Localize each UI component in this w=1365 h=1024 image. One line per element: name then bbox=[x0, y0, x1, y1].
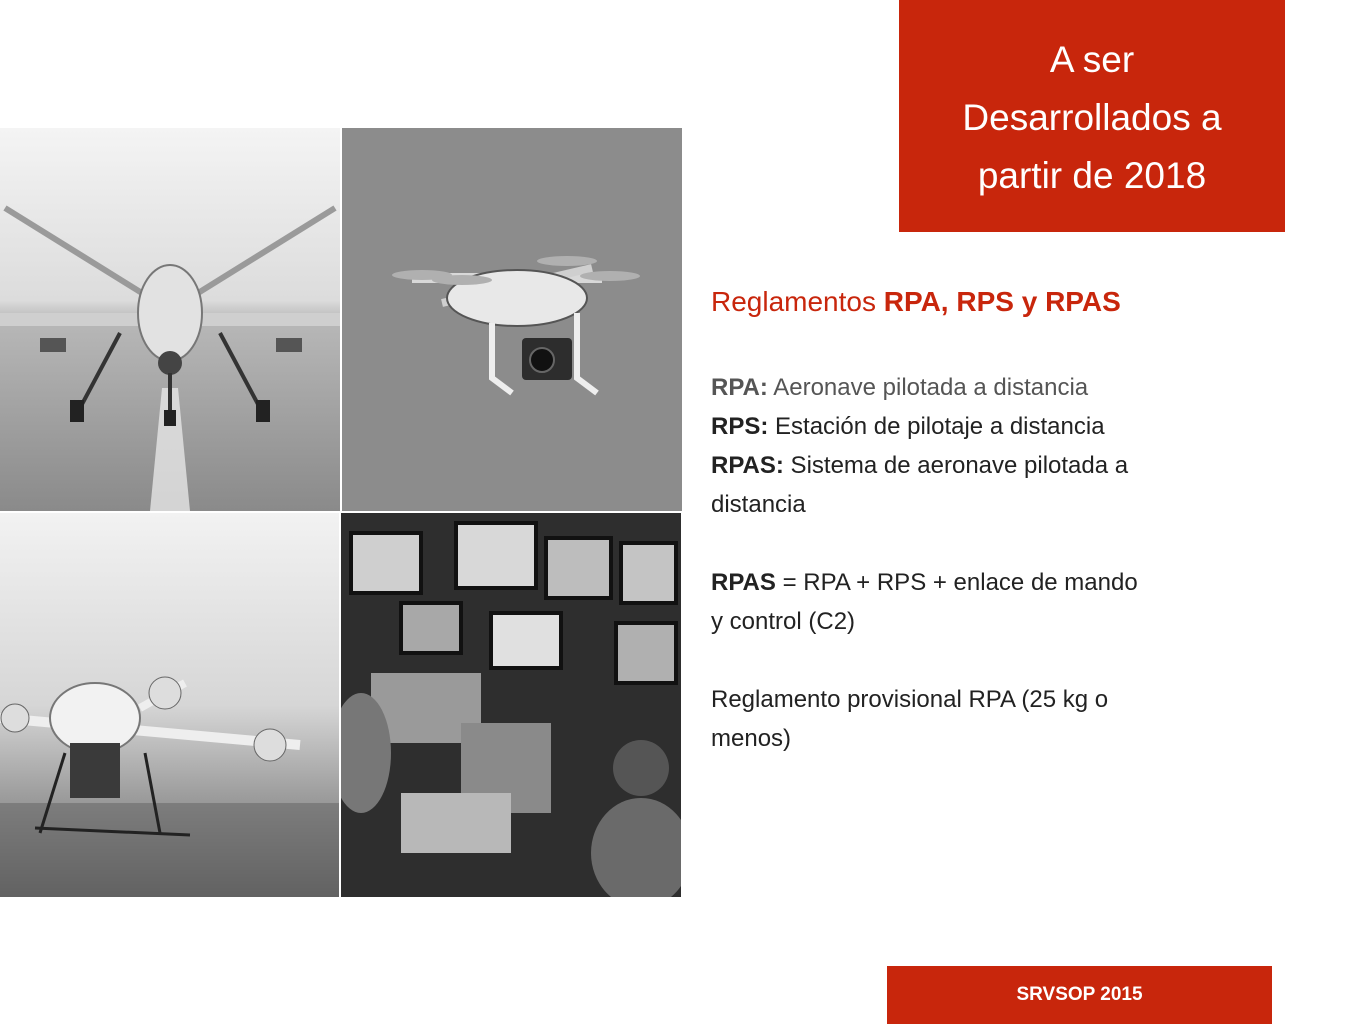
content-block bbox=[711, 278, 1311, 758]
photo-quadcopter-camera bbox=[342, 128, 682, 511]
regulation-line: Reglamento provisional RPA (25 kg o bbox=[711, 686, 1109, 713]
callout-line: partir de 2018 bbox=[977, 155, 1207, 196]
photo-control-station bbox=[341, 513, 681, 897]
definition-text: distancia bbox=[711, 491, 806, 518]
section-heading bbox=[711, 278, 1311, 326]
definition-rpas-continued bbox=[711, 485, 1311, 524]
formula-term: RPAS bbox=[711, 569, 776, 596]
definition-term: RPS: bbox=[711, 413, 769, 440]
definition-text: Estación de pilotaje a distancia bbox=[768, 413, 1105, 440]
regulation-line-continued: menos) bbox=[711, 725, 792, 752]
spacer bbox=[711, 641, 1311, 680]
heading-emphasis: RPA, RPS y RPAS bbox=[883, 286, 1121, 317]
definition-term: RPA: bbox=[711, 374, 768, 401]
definition-rpas bbox=[711, 446, 1311, 485]
spacer bbox=[711, 524, 1311, 563]
definition-rpa bbox=[711, 368, 1311, 407]
callout-line: Desarrollados a bbox=[962, 97, 1222, 138]
definition-rps bbox=[711, 407, 1311, 446]
definition-text: Aeronave pilotada a distancia bbox=[767, 374, 1089, 401]
photo-fixed-wing-drone bbox=[0, 128, 340, 511]
footer-label: SRVSOP 2015 bbox=[1016, 984, 1143, 1005]
formula-line bbox=[711, 563, 1311, 602]
callout-line: A ser bbox=[1049, 39, 1135, 80]
callout-box bbox=[899, 0, 1285, 232]
photo-quadcopter-flight bbox=[0, 513, 339, 897]
formula-line-continued: y control (C2) bbox=[711, 608, 856, 635]
heading-prefix: Reglamentos bbox=[711, 286, 884, 317]
definition-text: Sistema de aeronave pilotada a bbox=[783, 452, 1129, 479]
callout-text bbox=[962, 27, 1221, 205]
footer-badge bbox=[887, 966, 1272, 1024]
definition-term: RPAS: bbox=[711, 452, 784, 479]
formula-text: = RPA + RPS + enlace de mando bbox=[775, 569, 1138, 596]
